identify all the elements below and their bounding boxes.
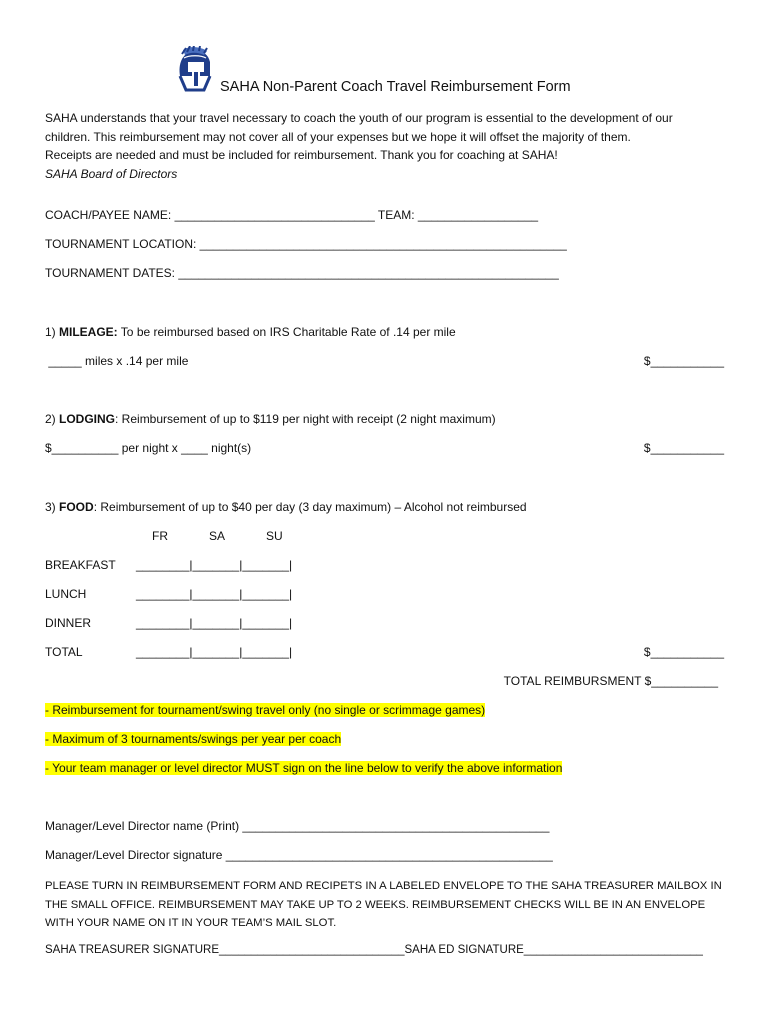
lodging-description: : Reimbursement of up to $119 per night with receipt (2 night maximum): [115, 412, 496, 426]
food-row-blanks[interactable]: ________|_______|_______|: [136, 616, 293, 630]
manager-name-field[interactable]: Manager/Level Director name (Print) ______________________________________________: [45, 819, 550, 833]
food-heading: [45, 500, 527, 515]
note-max-tournaments: - Maximum of 3 tournaments/swings per year per coach: [45, 732, 342, 746]
intro-line: Receipts are needed and must be included for reimbursement. Thank you for coaching at SAHA!: [45, 148, 558, 162]
mileage-heading: [45, 325, 456, 340]
instructions: [45, 877, 722, 933]
food-row-blanks[interactable]: ________|_______|_______|: [136, 587, 293, 601]
lodging-line[interactable]: $__________ per night x ____ night(s): [45, 441, 252, 455]
instruction-line: PLEASE TURN IN REIMBURSEMENT FORM AND RECIPETS IN A LABELED ENVELOPE TO THE SAHA TREASURER MAILBOX IN: [45, 880, 722, 892]
food-row-blanks[interactable]: ________|_______|_______|: [136, 558, 293, 572]
lodging-heading: [45, 412, 496, 427]
spartan-helmet-icon: [174, 46, 214, 92]
ed-signature-field[interactable]: SAHA ED SIGNATURE____________________________: [404, 944, 703, 956]
note-manager-sign: - Your team manager or level director MUST sign on the line below to verify the above information: [45, 761, 563, 775]
signature-row: [45, 943, 703, 957]
food-row-label: TOTAL: [45, 645, 83, 659]
mileage-amount[interactable]: $___________: [643, 354, 724, 368]
mileage-description: To be reimbursed based on IRS Charitable Rate of .14 per mile: [117, 325, 456, 339]
treasurer-signature-field[interactable]: SAHA TREASURER SIGNATURE_____________________________: [45, 944, 405, 956]
instruction-line: WITH YOUR NAME ON IT IN YOUR TEAM’S MAIL SLOT.: [45, 917, 337, 929]
intro-signoff: SAHA Board of Directors: [45, 166, 178, 181]
intro-line: SAHA understands that your travel necessary to coach the youth of our program is essential to the development of our: [45, 111, 673, 125]
tournament-location-field[interactable]: TOURNAMENT LOCATION: _______________________________________________________: [45, 237, 567, 251]
section-number: 3): [45, 500, 60, 514]
day-header-fr: FR: [152, 529, 168, 543]
total-reimbursement[interactable]: TOTAL REIMBURSMENT $__________: [503, 674, 718, 688]
tournament-dates-field[interactable]: TOURNAMENT DATES: _________________________________________________________: [45, 266, 559, 280]
section-number: 2): [45, 412, 60, 426]
manager-signature-field[interactable]: Manager/Level Director signature _________________________________________________: [45, 848, 553, 862]
lodging-label: LODGING: [59, 412, 116, 426]
food-row-blanks[interactable]: ________|_______|_______|: [136, 645, 293, 659]
mileage-line[interactable]: _____ miles x .14 per mile: [45, 354, 189, 368]
note-travel-only: - Reimbursement for tournament/swing travel only (no single or scrimmage games): [45, 703, 486, 717]
intro-paragraph: [45, 109, 735, 183]
instruction-line: THE SMALL OFFICE. REIMBURSEMENT MAY TAKE UP TO 2 WEEKS. REIMBURSEMENT CHECKS WILL BE IN AN ENVELOPE: [45, 898, 706, 911]
food-row-label: LUNCH: [45, 587, 87, 601]
food-row-label: DINNER: [45, 616, 92, 630]
food-amount[interactable]: $___________: [643, 645, 724, 659]
intro-line: children. This reimbursement may not cover all of your expenses but we hope it will offset the majority of them.: [45, 129, 631, 144]
food-row-label: BREAKFAST: [45, 558, 116, 572]
day-header-su: SU: [266, 529, 283, 543]
day-header-sa: SA: [209, 529, 226, 543]
section-number: 1): [45, 325, 60, 339]
food-label: FOOD: [59, 500, 94, 514]
coach-team-field[interactable]: COACH/PAYEE NAME: ______________________________ TEAM: __________________: [45, 208, 539, 222]
mileage-label: MILEAGE:: [59, 325, 118, 339]
lodging-amount[interactable]: $___________: [643, 441, 724, 455]
form-title: SAHA Non-Parent Coach Travel Reimbursement Form: [220, 79, 571, 95]
food-description: : Reimbursement of up to $40 per day (3 day maximum) – Alcohol not reimbursed: [93, 500, 527, 514]
